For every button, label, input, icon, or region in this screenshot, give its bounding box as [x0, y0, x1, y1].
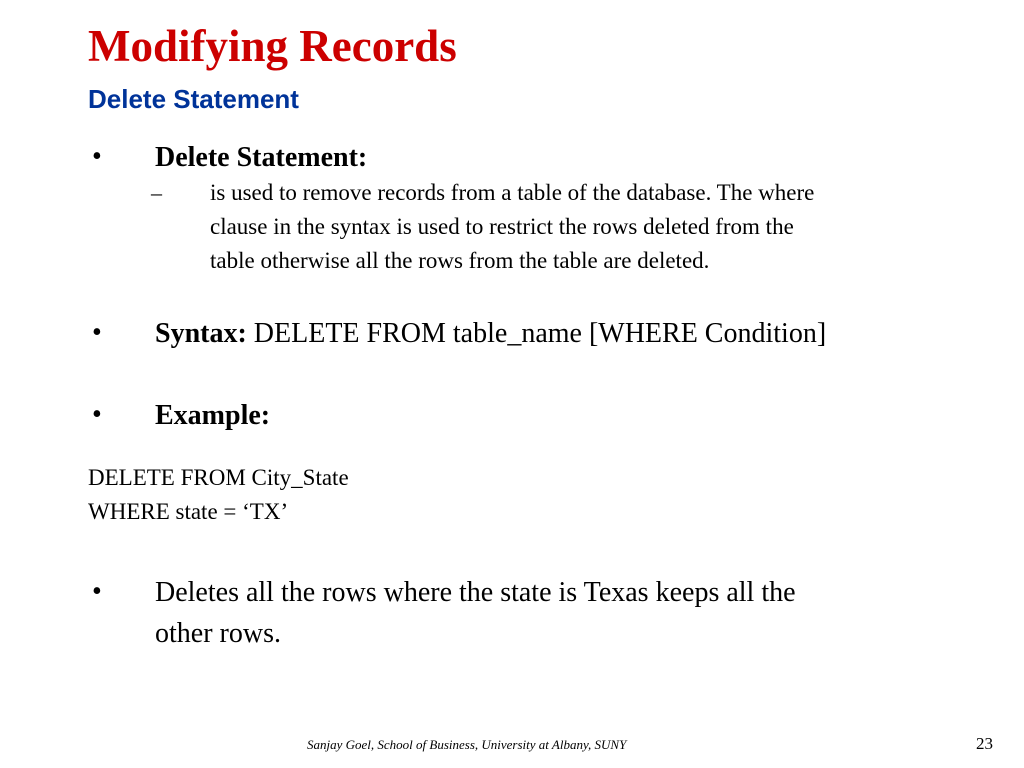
bullet-syntax [155, 313, 826, 354]
description-line: is used to remove records from a table of the database. The where [210, 180, 815, 205]
bullet-result [155, 572, 796, 654]
sub-bullet-marker: – [151, 180, 162, 205]
bullet-label: Example: [155, 400, 271, 431]
code-example [88, 461, 349, 529]
bullet-marker: • [92, 141, 102, 172]
bullet-marker: • [92, 576, 102, 607]
bullet-label: Delete Statement: [155, 142, 368, 173]
bullet-example [155, 395, 270, 436]
sub-bullet-description [210, 176, 970, 278]
syntax-text: DELETE FROM table_name [WHERE Condition] [246, 318, 827, 349]
result-line: other rows. [155, 618, 281, 649]
code-line: WHERE state = ‘TX’ [88, 499, 289, 524]
description-line: clause in the syntax is used to restrict the rows deleted from the [210, 214, 794, 239]
description-line: table otherwise all the rows from the table are deleted. [210, 248, 710, 273]
bullet-label: Syntax: [155, 318, 247, 349]
code-line: DELETE FROM City_State [88, 465, 349, 490]
slide-subtitle: Delete Statement [88, 84, 299, 114]
page-number: 23 [976, 734, 993, 753]
result-line: Deletes all the rows where the state is Texas keeps all the [155, 577, 796, 608]
slide-footer: Sanjay Goel, School of Business, University at Albany, SUNY [307, 737, 627, 752]
bullet-marker: • [92, 317, 102, 348]
bullet-marker: • [92, 399, 102, 430]
bullet-delete-statement [155, 137, 367, 178]
slide-title: Modifying Records [88, 21, 457, 71]
